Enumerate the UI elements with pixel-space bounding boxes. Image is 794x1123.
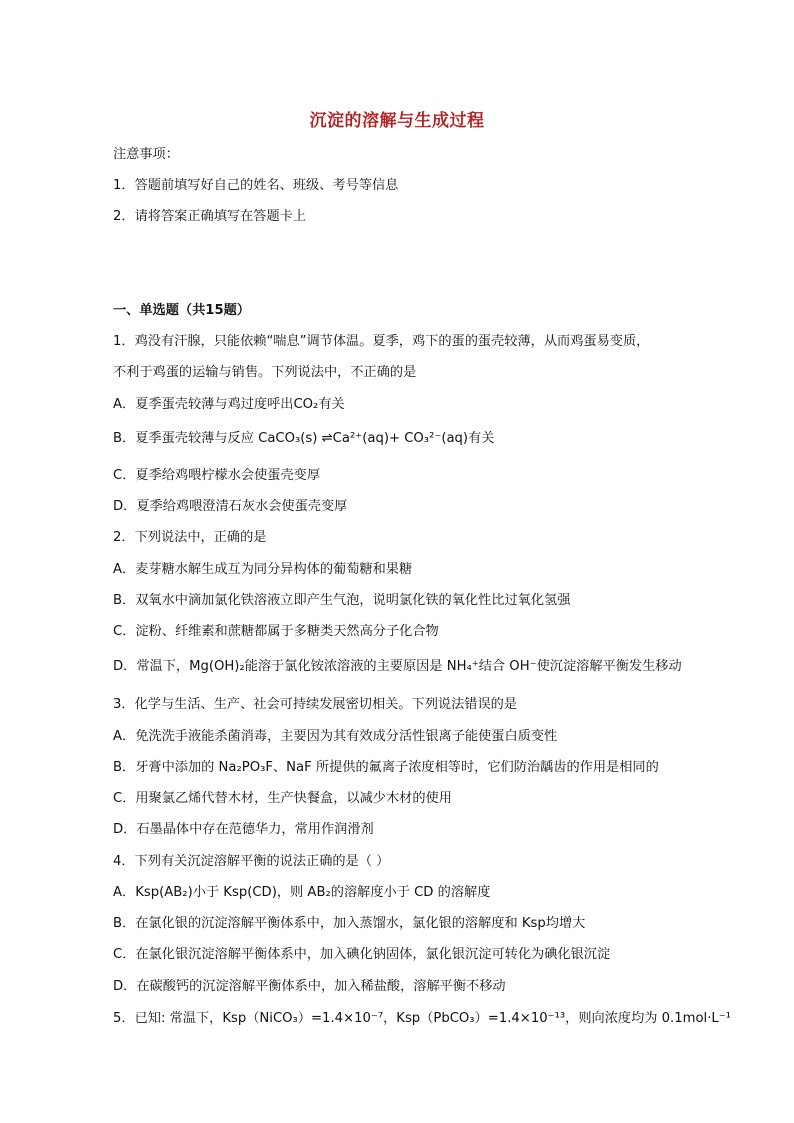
option-text: B．牙膏中添加的 Na₂PO₃F、NaF 所提供的氟离子浓度相等时，它们防治龋齿的作用是相同的 xyxy=(113,760,659,775)
notes-heading: 注意事项： xyxy=(113,147,179,162)
option-text: D．夏季给鸡喂澄清石灰水会使蛋壳变厚 xyxy=(113,499,348,514)
option-text: A．夏季蛋壳较薄与鸡过度呼出CO₂有关 xyxy=(113,397,345,412)
option-text: B．夏季蛋壳较薄与反应 CaCO₃(s) ⇌Ca²⁺(aq)+ CO₃²⁻(aq)有关 xyxy=(113,431,495,446)
option-text: C．夏季给鸡喂柠檬水会使蛋壳变厚 xyxy=(113,468,321,483)
note-item: 2．请将答案正确填写在答题卡上 xyxy=(113,209,307,224)
question-1-stem: 1．鸡没有汗腺，只能依赖“喘息”调节体温。夏季，鸡下的蛋的蛋壳较薄，从而鸡蛋易变质， xyxy=(113,334,650,349)
option-text: D．石墨晶体中存在范德华力，常用作润滑剂 xyxy=(113,822,374,837)
option-text: D．常温下，Mg(OH)₂能溶于氯化铵浓溶液的主要原因是 NH₄⁺结合 OH⁻使沉淀溶解平衡发生移动 xyxy=(113,659,682,674)
question-4-stem: 4．下列有关沉淀溶解平衡的说法正确的是（ ） xyxy=(113,854,390,869)
question-1-stem-cont: 不利于鸡蛋的运输与销售。下列说法中，不正确的是 xyxy=(113,365,417,380)
option-text: C．淀粉、纤维素和蔗糖都属于多糖类天然高分子化合物 xyxy=(113,624,439,639)
option-text: B．双氧水中滴加氯化铁溶液立即产生气泡，说明氯化铁的氧化性比过氧化氢强 xyxy=(113,593,571,608)
option-text: C．在氯化银沉淀溶解平衡体系中，加入碘化钠固体，氯化银沉淀可转化为碘化银沉淀 xyxy=(113,947,611,962)
page-title: 沉淀的溶解与生成过程 xyxy=(309,111,485,131)
option-text: A．免洗洗手液能杀菌消毒，主要因为其有效成分活性银离子能使蛋白质变性 xyxy=(113,729,558,744)
question-3-stem: 3．化学与生活、生产、社会可持续发展密切相关。下列说法错误的是 xyxy=(113,697,518,712)
option-text: C．用聚氯乙烯代替木材，生产快餐盒，以减少木材的使用 xyxy=(113,791,452,806)
option-text: A．麦芽糖水解生成互为同分异构体的葡萄糖和果糖 xyxy=(113,562,413,577)
option-text: A．Ksp(AB₂)小于 Ksp(CD)，则 AB₂的溶解度小于 CD 的溶解度 xyxy=(113,885,491,900)
option-text: B．在氯化银的沉淀溶解平衡体系中，加入蒸馏水，氯化银的溶解度和 Ksp均增大 xyxy=(113,916,586,931)
option-text: D．在碳酸钙的沉淀溶解平衡体系中，加入稀盐酸，溶解平衡不移动 xyxy=(113,979,506,994)
note-item: 1．答题前填写好自己的姓名、班级、考号等信息 xyxy=(113,178,399,193)
question-2-stem: 2．下列说法中，正确的是 xyxy=(113,530,267,545)
question-5-stem: 5．已知: 常温下，Ksp（NiCO₃）=1.4×10⁻⁷，Ksp（PbCO₃）=1.4×10⁻¹³，则向浓度均为 0.1mol·L⁻¹ xyxy=(113,1011,731,1026)
section-heading: 一、单选题（共15题） xyxy=(113,303,251,318)
